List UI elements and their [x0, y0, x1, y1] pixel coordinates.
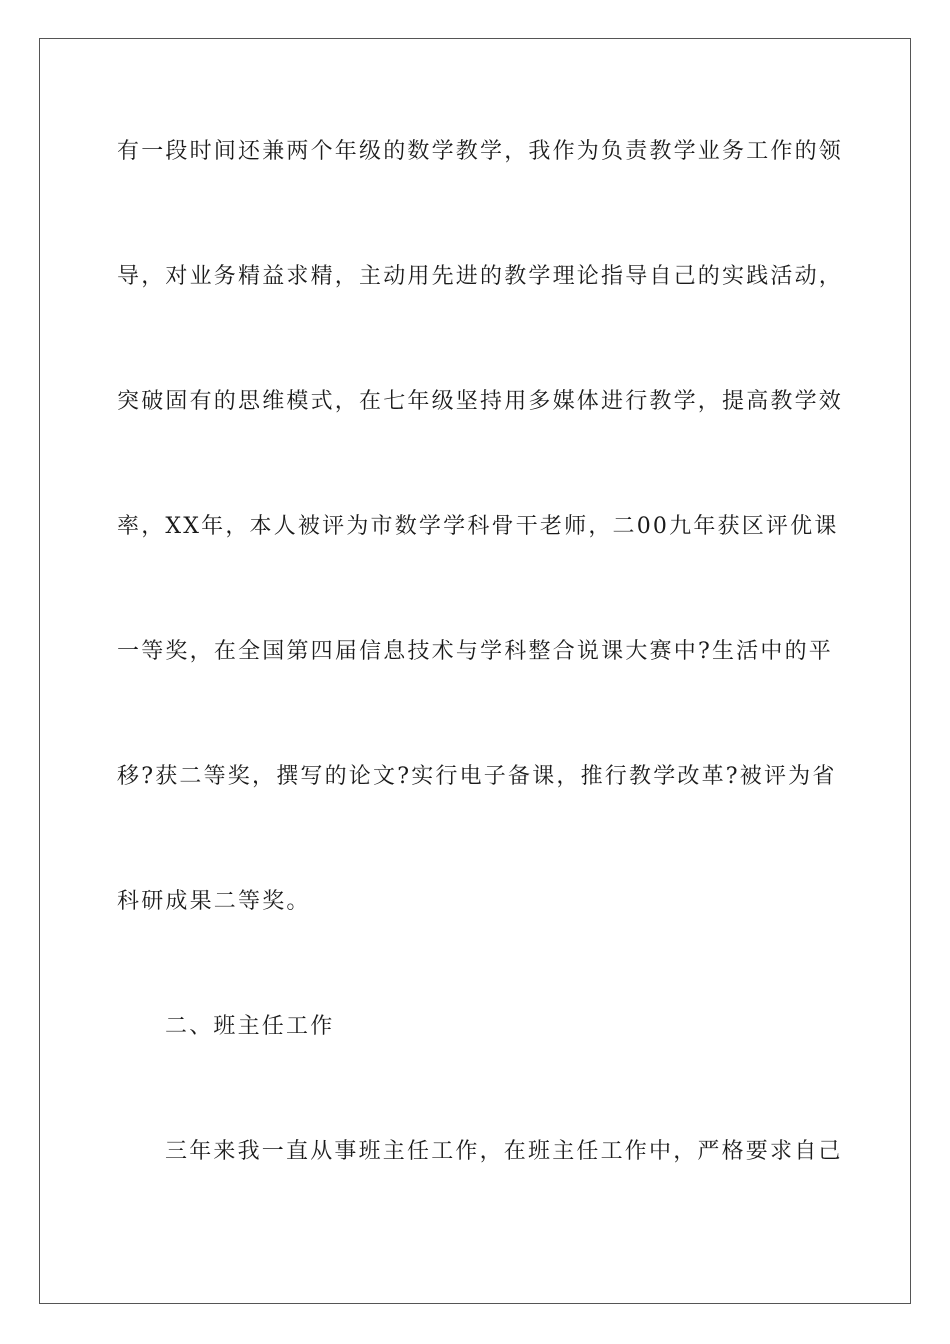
paragraph-line: 有一段时间还兼两个年级的数学教学，我作为负责教学业务工作的领 [117, 139, 844, 164]
paragraph-line: 导，对业务精益求精，主动用先进的教学理论指导自己的实践活动， [117, 264, 844, 289]
paragraph-line-last: 科研成果二等奖。 [117, 889, 311, 914]
paragraph-line: 一等奖，在全国第四届信息技术与学科整合说课大赛中?生活中的平 [117, 639, 833, 664]
paragraph-line: 突破固有的思维模式，在七年级坚持用多媒体进行教学，提高教学效 [117, 389, 844, 414]
page-border [39, 38, 911, 1304]
paragraph-line: 移?获二等奖，撰写的论文?实行电子备课，推行教学改革?被评为省 [117, 764, 837, 789]
section-heading: 二、班主任工作 [165, 1014, 335, 1039]
section-paragraph-line: 三年来我一直从事班主任工作，在班主任工作中，严格要求自己 [165, 1139, 843, 1164]
paragraph-line: 率，XX年，本人被评为市数学学科骨干老师，二00九年获区评优课 [117, 514, 839, 539]
